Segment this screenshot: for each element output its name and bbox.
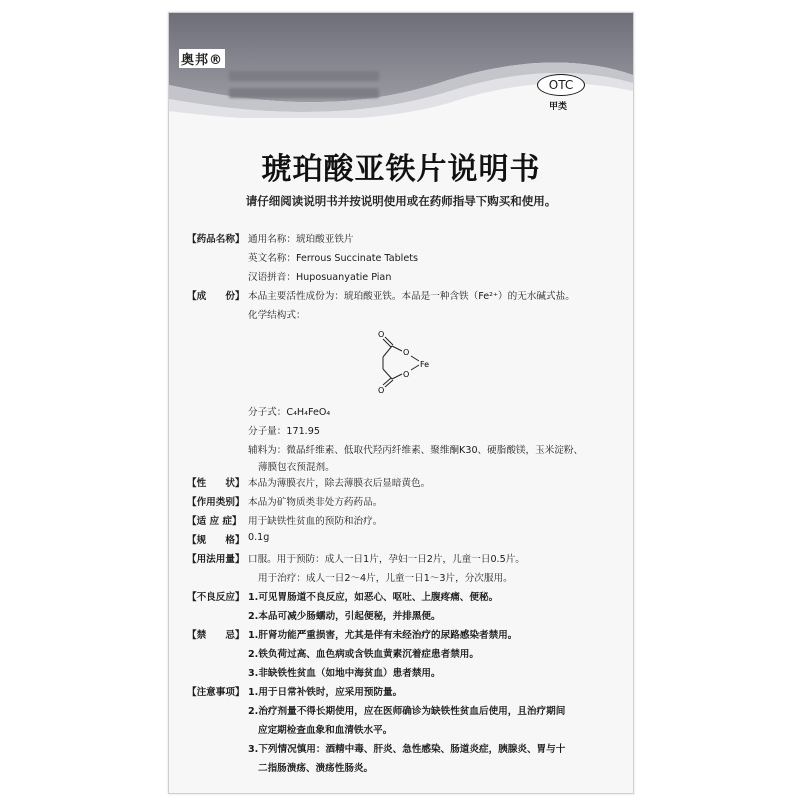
leaflet-sheet xyxy=(168,12,634,794)
oxygen-label: O xyxy=(378,330,385,339)
section-label-character: 【性 状】 xyxy=(187,478,245,489)
oxygen-label: O xyxy=(403,348,410,357)
otc-class-label: 甲类 xyxy=(549,102,568,112)
iron-label: Fe xyxy=(420,360,430,369)
subtitle: 请仔细阅读说明书并按说明使用或在药师指导下购买和使用。 xyxy=(245,194,557,208)
molecular-formula: 分子式：C₄H₄FeO₄ xyxy=(248,407,331,418)
caution-line-3: 应定期检查血象和血清铁水平。 xyxy=(258,725,393,736)
otc-badge: OTC xyxy=(537,74,585,96)
excipients-line-1: 辅料为：微晶纤维素、低取代羟丙纤维素、聚维酮K30、硬脂酸镁，玉米淀粉、 xyxy=(248,445,584,456)
structure-label: 化学结构式： xyxy=(248,310,306,321)
page-title: 琥珀酸亚铁片说明书 xyxy=(261,152,541,187)
caution-line-1: 1.用于日常补铁时，应采用预防量。 xyxy=(248,687,403,698)
english-name: 英文名称：Ferrous Succinate Tablets xyxy=(248,253,418,264)
pinyin-name: 汉语拼音：Huposuanyatie Pian xyxy=(248,272,392,283)
spec-text: 0.1g xyxy=(248,532,270,543)
brand-logo: 奥邦® xyxy=(179,49,225,68)
section-label-spec: 【规 格】 xyxy=(187,535,245,546)
section-label-name: 【药品名称】 xyxy=(187,234,245,245)
dosage-line-2: 用于治疗：成人一日2～4片，儿童一日1～3片，分次服用。 xyxy=(258,573,513,584)
molecular-weight: 分子量：171.95 xyxy=(248,426,320,437)
category-text: 本品为矿物质类非处方药药品。 xyxy=(248,497,383,508)
indication-text: 用于缺铁性贫血的预防和治疗。 xyxy=(248,516,383,527)
section-label-category: 【作用类别】 xyxy=(187,497,245,508)
contra-line-1: 1.肝肾功能严重损害，尤其是伴有未经治疗的尿路感染者禁用。 xyxy=(248,630,518,641)
contra-line-3: 3.非缺铁性贫血（如地中海贫血）患者禁用。 xyxy=(248,668,441,679)
section-label-adverse: 【不良反应】 xyxy=(187,592,245,603)
caution-line-2: 2.治疗剂量不得长期使用，应在医师确诊为缺铁性贫血后使用，且治疗期间 xyxy=(248,706,566,717)
contra-line-2: 2.铁负荷过高、血色病或含铁血黄素沉着症患者禁用。 xyxy=(248,649,479,660)
ingredient-main: 本品主要活性成份为：琥珀酸亚铁。本品是一种含铁（Fe²⁺）的无水碱式盐。 xyxy=(248,291,575,302)
adverse-line-2: 2.本品可减少肠蠕动，引起便秘，并排黑便。 xyxy=(248,611,441,622)
section-label-ingredients: 【成 份】 xyxy=(187,291,245,302)
caution-line-5: 二指肠溃疡、溃疡性肠炎。 xyxy=(258,763,374,774)
dosage-line-1: 口服。用于预防：成人一日1片，孕妇一日2片，儿童一日0.5片。 xyxy=(248,554,525,565)
section-label-cautions: 【注意事项】 xyxy=(187,687,245,698)
adverse-line-1: 1.可见胃肠道不良反应，如恶心、呕吐、上腹疼痛、便秘。 xyxy=(248,592,499,603)
section-label-contraindications: 【禁 忌】 xyxy=(187,630,245,641)
generic-name: 通用名称：琥珀酸亚铁片 xyxy=(248,234,354,245)
blurred-company-text xyxy=(229,88,379,98)
chemical-structure xyxy=(369,325,449,395)
oxygen-label: O xyxy=(403,370,410,379)
oxygen-label: O xyxy=(378,386,385,395)
character-text: 本品为薄膜衣片，除去薄膜衣后显暗黄色。 xyxy=(248,478,431,489)
blurred-company-text xyxy=(229,71,379,81)
caution-line-4: 3.下列情况慎用：酒精中毒、肝炎、急性感染、肠道炎症，胰腺炎、胃与十 xyxy=(248,744,566,755)
section-label-dosage: 【用法用量】 xyxy=(187,554,245,565)
excipients-line-2: 薄膜包衣预混剂。 xyxy=(258,462,335,473)
section-label-indication: 【适 应 症】 xyxy=(187,516,242,527)
